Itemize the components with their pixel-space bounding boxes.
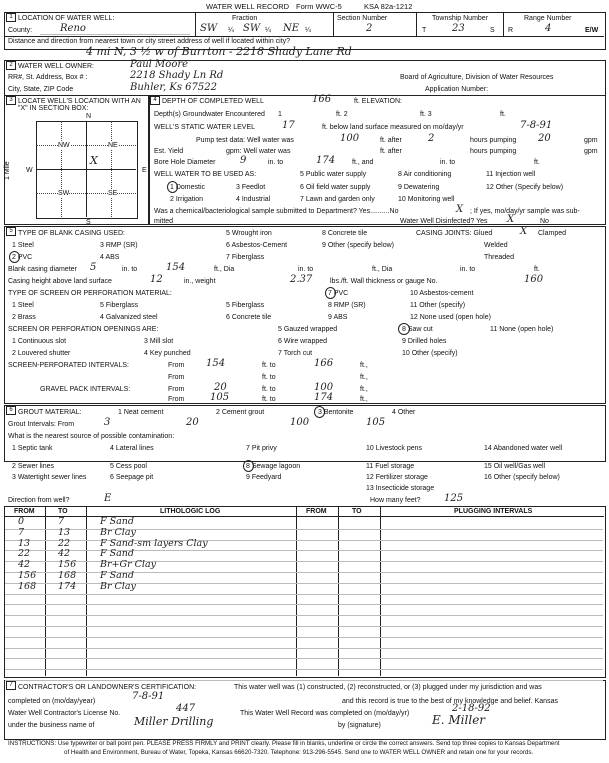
east-west-choice: E/W bbox=[585, 27, 599, 34]
log-to-value: 13 bbox=[58, 526, 71, 538]
log-row-line bbox=[5, 561, 603, 562]
groundwater-label: Depth(s) Groundwater Encountered bbox=[154, 111, 265, 118]
log-row-line bbox=[5, 604, 603, 605]
board-label: Board of Agriculture, Division of Water Resources bbox=[400, 74, 554, 81]
log-row-line bbox=[5, 669, 603, 670]
fraction-sw-2: SW bbox=[243, 23, 261, 34]
log-to-value: 174 bbox=[58, 580, 77, 592]
well-location-mark: X bbox=[90, 154, 98, 167]
disinfected-label: Water Well Disinfected? Yes bbox=[400, 218, 488, 225]
county-value: Reno bbox=[60, 23, 86, 34]
grout-material-label: GROUT MATERIAL: bbox=[18, 409, 82, 416]
log-row-line bbox=[5, 648, 603, 649]
range-value: 4 bbox=[545, 23, 552, 34]
distance-value: 4 mi N, 3 ½ w of Burrton - 2218 Shady Lane Rd bbox=[86, 45, 352, 58]
log-row-line bbox=[5, 572, 603, 573]
casing-weight-value: 2.37 bbox=[290, 274, 313, 285]
log-from-value: 168 bbox=[18, 580, 37, 592]
form-number: Form WWC-5 bbox=[296, 2, 342, 11]
log-row-line bbox=[5, 680, 603, 681]
depth-label: DEPTH OF COMPLETED WELL bbox=[162, 98, 264, 105]
grout-to-2: 105 bbox=[366, 417, 386, 428]
section-5-box bbox=[4, 226, 606, 404]
log-from-value: 0 bbox=[18, 516, 25, 527]
log-to-value: 156 bbox=[58, 559, 77, 571]
log-from-value: 42 bbox=[18, 559, 31, 571]
township-value: 23 bbox=[452, 23, 465, 34]
domestic-circle bbox=[167, 181, 178, 193]
address-value: 2218 Shady Ln Rd bbox=[130, 70, 224, 81]
use-domestic: 1 Domestic bbox=[170, 184, 206, 191]
gravel1-to: 100 bbox=[314, 382, 334, 393]
how-many-feet-label: How many feet? bbox=[370, 497, 421, 504]
water-well-record-form: WATER WELL RECORD Form WWC-5 KSA 82a-1212 1 LOCATION OF WATER WELL: Fraction Section Number Township Number Range Number County: Reno SW ¼ SW ¼ NE ¼ 2 T 23 S R 4 E/W Distance and direction from nearest town or city street address of well if located within city? 4 mi N, 3 ½ w of Burrton - 2218 Shady Lane Rd 2 WATER WELL OWNER: Paul Moore RR#, St. Address, Box # : 2218 Shady Ln Rd City, State, ZIP Code Buhler, Ks 67522 Board of Agriculture, Division of Water Resources Application Number: 3 LOCATE WELL'S LOCATION WITH AN "X" IN SECTION BOX: N S W E 1 Mile NW NE SW SE X 4 DEPTH OF COMPLETED WELL 166 ft. ELEVATION: Depth(s) Groundwater Encountered 1 ft. 2 ft. 3 ft. WELL'S STATIC WATER LEVEL 17 ft. below land surface measured on mo/day/yr 7-8-91 Pump test data: Well water was 100 ft. after 2 hours pumping 20 gpm Est. Yield gpm: Well water was ft. after hours pumping gpm Bore Hole Diameter 9 in. to 174 ft., and in. to ft. WELL WATER TO BE USED AS: 5 Public water supply 8 Air conditioning 11 Injection well 1 Domestic 3 Feedlot 6 Oil field water supply 9 Dewatering 12 Other (Specify below) 2 Irrigation 4 Industrial 7 Lawn and garden only 10 Monitoring well Was a chemical/bacteriological sample submitted to Department? Yes..........No X ; If yes, mo/day/yr sample was sub- mitted Water Well Disinfected? Yes X No 5 TYPE OF BLANK CASING USED: 5 Wrought iron 8 Concrete tile CASING JOINTS: Glued X Clamped 1 Steel 3 RMP (SR) 6 Asbestos-Cement 9 Other (specify below) Welded 2 PVC 4 ABS 7 Fiberglass Threaded Blank casing diameter 5 in. to 154 ft., Dia in. to ft., Dia in. to ft. Casing height above land surface 12 in., weight 2.37 lbs./ft. Wall thickness or gauge No. 160 TYPE OF SCREEN OR PERFORATION MATERIAL: 7 PVC 10 Asbestos-cement 1 Steel 5 Fiberglass 5 Fiberglass 8 RMP (SR) 11 Other (specify) 2 Brass 4 Galvanized steel 6 Concrete tile 9 ABS 12 None used (open hole) SCREEN OR PERFORATION OPENINGS ARE: 5 Gauzed wrapped 8 Saw cut 11 None (open hole) 1 Continuous slot 3 Mill slot 6 Wire wrapped 9 Drilled holes 2 Louvered shutter 4 Key punched 7 Torch cut 10 Other (specify) SCREEN-PERFORATED INTERVALS: From 154 ft. to 166 ft., From ft. to ft., GRAVEL PACK INTERVALS: From 20 ft. to 100 ft., From 105 ft. to 174 ft., 6 GROUT MATERIAL: 1 Neat cement 2 Cement grout 3 Bentonite 4 Other Grout Intervals: From 3 20 100 105 What is the nearest source of possible contamination: 1 Septic tank 4 Lateral lines 7 Pit privy 10 Livestock pens 14 Abandoned water well 2 Sewer lines 5 Cess pool 8 Sewage lagoon 11 Fuel storage 15 Oil well/Gas well 3 Watertight sewer lines 6 Seepage pit 9 Feedyard 12 Fertilizer storage 16 Other (specify below) 13 Insecticide storage Direction from well? E How many feet? 125 FROM TO LITHOLOGIC LOG FROM TO PLUGGING INTERVALS 7 CONTRACTOR'S OR LANDOWNER'S CERTIFICATION: This water well was (1) constructed, (2) reconstructed, or (3) plugged under my jurisdiction and was completed on (mo/day/year) 7-8-91 and this record is true to the best of my knowledge and belief. Kansas Water Well Contractor's License No. 447 This Water Well Record was completed on (mo/day/yr) 2-18-92 under the business name of Miller Drilling by (signature) E. Miller INSTRUCTIONS: Use typewriter or ball point pen. PLEASE PRESS FIRMLY and PRINT clearly. Please fill in blanks, underline or circle the correct answers. Send top three copies to Kansas Department of Health and Environment, Bureau of Water, Topeka, Kansas 66620-7320. Telephone: 913-296-5545. Send one to WATER WELL OWNER and retain one for your records. 0 7 F Sand 7 13 Br Clay 13 22 F Sand-sm layers Clay 22 42 F Sand 42 156 Br+Gr Clay 156 168 F Sand 168 174 Br Clay bbox=[0, 0, 609, 763]
gravel2-to: 174 bbox=[314, 392, 334, 403]
log-to-value: 168 bbox=[58, 570, 77, 581]
owner-value: Paul Moore bbox=[130, 59, 189, 70]
form-title: WATER WELL RECORD bbox=[206, 2, 290, 11]
section-number-label: Section Number bbox=[337, 15, 388, 22]
log-row-line bbox=[5, 550, 603, 551]
perforated-intervals-label: SCREEN-PERFORATED INTERVALS: bbox=[8, 362, 129, 369]
city-label: City, State, ZIP Code bbox=[8, 86, 74, 93]
gauge-value: 160 bbox=[524, 274, 544, 285]
log-to-value: 22 bbox=[58, 537, 71, 549]
how-many-feet-value: 125 bbox=[444, 493, 464, 504]
openings-label: SCREEN OR PERFORATION OPENINGS ARE: bbox=[8, 326, 159, 333]
casing-type-label: TYPE OF BLANK CASING USED: bbox=[18, 230, 125, 237]
contamination-label: What is the nearest source of possible contamination: bbox=[8, 433, 175, 440]
distance-label: Distance and direction from nearest town or city street address of well if located within city? bbox=[8, 38, 291, 45]
bore-depth-value: 174 bbox=[316, 155, 336, 166]
direction-value: E bbox=[104, 493, 112, 504]
city-value: Buhler, Ks 67522 bbox=[130, 82, 217, 93]
pump-hours-value: 2 bbox=[428, 133, 435, 144]
static-level-label: WELL'S STATIC WATER LEVEL bbox=[154, 124, 256, 131]
casing-pvc: 2 PVC bbox=[12, 254, 33, 261]
perf-from-value: 154 bbox=[206, 358, 226, 369]
log-from-value: 7 bbox=[18, 526, 25, 538]
bore-diameter-value: 9 bbox=[240, 155, 247, 166]
locate-label: LOCATE WELL'S LOCATION WITH AN "X" IN SECTION BOX: bbox=[18, 98, 141, 112]
pump-gpm-value: 20 bbox=[538, 133, 551, 144]
fraction-ne: NE bbox=[283, 23, 300, 34]
log-row-line bbox=[5, 626, 603, 627]
log-row-line bbox=[5, 540, 603, 541]
log-description-value: F Sand bbox=[100, 548, 134, 560]
log-description-value: F Sand-sm layers Clay bbox=[100, 537, 208, 549]
log-to-value: 7 bbox=[58, 516, 65, 527]
static-date-value: 7-8-91 bbox=[520, 120, 553, 131]
screen-type-label: TYPE OF SCREEN OR PERFORATION MATERIAL: bbox=[8, 290, 172, 297]
location-label: LOCATION OF WATER WELL: bbox=[18, 15, 115, 22]
log-row-line bbox=[5, 583, 603, 584]
static-level-value: 17 bbox=[282, 120, 295, 131]
contam-sewage-lagoon: 8 Sewage lagoon bbox=[246, 463, 301, 470]
blank-diameter-value: 5 bbox=[90, 262, 97, 273]
business-name-value: Miller Drilling bbox=[134, 715, 214, 728]
log-row-line bbox=[5, 658, 603, 659]
casing-joints-label: CASING JOINTS: Glued bbox=[416, 230, 493, 237]
fraction-label: Fraction bbox=[232, 15, 258, 22]
pump-ft-value: 100 bbox=[340, 133, 360, 144]
instructions-line-2: of Health and Environment, Bureau of Water, Topeka, Kansas 66620-7320. Telephone: 913-296-5545. Send one to WATER WELL OWNER and retain one for your records. bbox=[64, 749, 534, 756]
mile-label: 1 Mile bbox=[4, 161, 11, 180]
log-description-value: Br+Gr Clay bbox=[100, 559, 156, 571]
certification-label: CONTRACTOR'S OR LANDOWNER'S CERTIFICATION: bbox=[18, 684, 197, 691]
application-label: Application Number: bbox=[425, 86, 489, 93]
grout-to-1: 20 bbox=[186, 417, 199, 428]
grout-from-1: 3 bbox=[104, 417, 111, 428]
lithologic-log-table bbox=[4, 506, 606, 678]
gravel-pack-label: GRAVEL PACK INTERVALS: bbox=[40, 386, 131, 393]
county-label: County: bbox=[8, 27, 33, 34]
range-number-label: Range Number bbox=[524, 15, 572, 22]
log-from-value: 13 bbox=[18, 537, 31, 549]
log-description-value: F Sand bbox=[100, 570, 134, 581]
log-row-line bbox=[5, 615, 603, 616]
log-to-value: 42 bbox=[58, 548, 71, 560]
gravel2-from: 105 bbox=[210, 392, 230, 403]
township-number-label: Township Number bbox=[432, 15, 489, 22]
completed-date-value: 7-8-91 bbox=[132, 691, 165, 702]
section-value: 2 bbox=[366, 23, 373, 34]
log-description-value: F Sand bbox=[100, 516, 134, 527]
instructions-line-1: INSTRUCTIONS: Use typewriter or ball point pen. PLEASE PRESS FIRMLY and PRINT clearly. Please fill in blanks, underline or circle the correct answers. Send top three copies to Kansas Department bbox=[8, 740, 560, 747]
license-number-value: 447 bbox=[176, 703, 196, 714]
grout-bentonite: 3 Bentonite bbox=[318, 409, 354, 416]
depth-value: 166 bbox=[312, 94, 332, 105]
record-date-value: 2-18-92 bbox=[452, 703, 491, 714]
section-grid bbox=[36, 121, 138, 219]
log-row-line bbox=[5, 594, 603, 595]
log-description-value: Br Clay bbox=[100, 526, 136, 538]
owner-label: WATER WELL OWNER: bbox=[18, 63, 94, 70]
log-row-line bbox=[5, 529, 603, 530]
casing-height-value: 12 bbox=[150, 274, 163, 285]
address-label: RR#, St. Address, Box # : bbox=[8, 74, 88, 81]
ksa-number: KSA 82a-1212 bbox=[364, 2, 413, 11]
direction-label: Direction from well? bbox=[8, 497, 70, 504]
water-use-label: WELL WATER TO BE USED AS: bbox=[154, 171, 257, 178]
chemical-sample-label: Was a chemical/bacteriological sample submitted to Department? Yes..........No bbox=[154, 208, 399, 215]
signature: E. Miller bbox=[432, 713, 486, 727]
log-from-value: 22 bbox=[18, 548, 31, 560]
log-row-line bbox=[5, 637, 603, 638]
grout-from-2: 100 bbox=[290, 417, 310, 428]
blank-depth-value: 154 bbox=[166, 262, 186, 273]
section-1-number: 1 bbox=[6, 13, 16, 22]
perf-to-value: 166 bbox=[314, 358, 334, 369]
log-from-value: 156 bbox=[18, 570, 37, 581]
fraction-sw-1: SW bbox=[200, 23, 218, 34]
gravel1-from: 20 bbox=[214, 382, 227, 393]
opening-saw-cut: 8 Saw cut bbox=[402, 326, 433, 333]
log-description-value: Br Clay bbox=[100, 580, 136, 592]
